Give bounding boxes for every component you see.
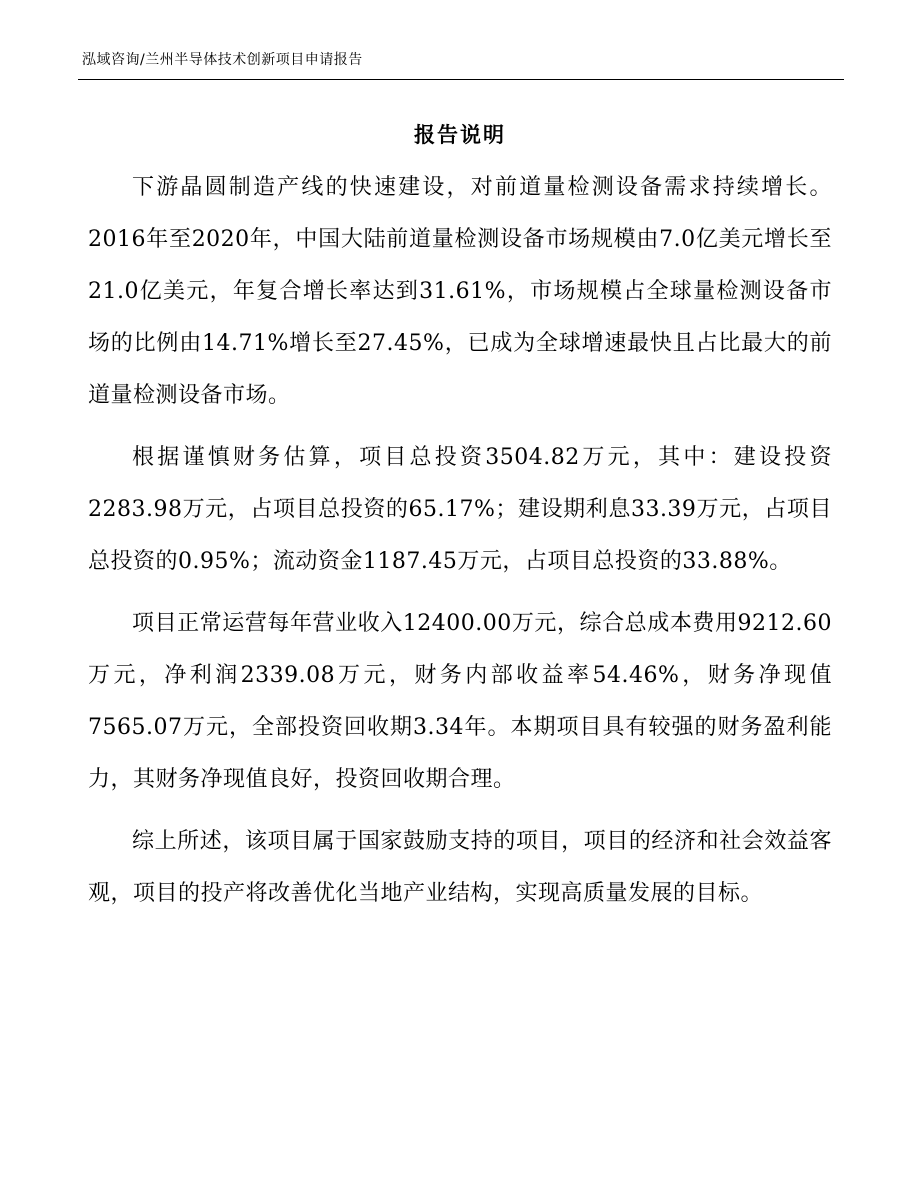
page-title: 报告说明 bbox=[414, 122, 506, 147]
page-header: 泓域咨询/兰州半导体技术创新项目申请报告 bbox=[82, 52, 363, 68]
paragraph-conclusion: 综上所述，该项目属于国家鼓励支持的项目，项目的经济和社会效益客观，项目的投产将改善优化当地产业结构，实现高质量发展的目标。 bbox=[88, 829, 832, 906]
report-body bbox=[88, 162, 832, 930]
header-divider bbox=[78, 79, 844, 80]
paragraph-investment: 根据谨慎财务估算，项目总投资3504.82万元，其中：建设投资2283.98万元，占项目总投资的65.17%；建设期利息33.39万元，占项目总投资的0.95%；流动资金1187.45万元，占项目总投资的33.88%。 bbox=[88, 445, 832, 574]
paragraph-market: 下游晶圆制造产线的快速建设，对前道量检测设备需求持续增长。2016年至2020年，中国大陆前道量检测设备市场规模由7.0亿美元增长至21.0亿美元，年复合增长率达到31.61%，市场规模占全球量检测设备市场的比例由14.71%增长至27.45%，已成为全球增速最快且占比最大的前道量检测设备市场。 bbox=[88, 175, 832, 408]
paragraph-financials: 项目正常运营每年营业收入12400.00万元，综合总成本费用9212.60万元，净利润2339.08万元，财务内部收益率54.46%，财务净现值7565.07万元，全部投资回收期3.34年。本期项目具有较强的财务盈利能力，其财务净现值良好，投资回收期合理。 bbox=[88, 611, 832, 792]
